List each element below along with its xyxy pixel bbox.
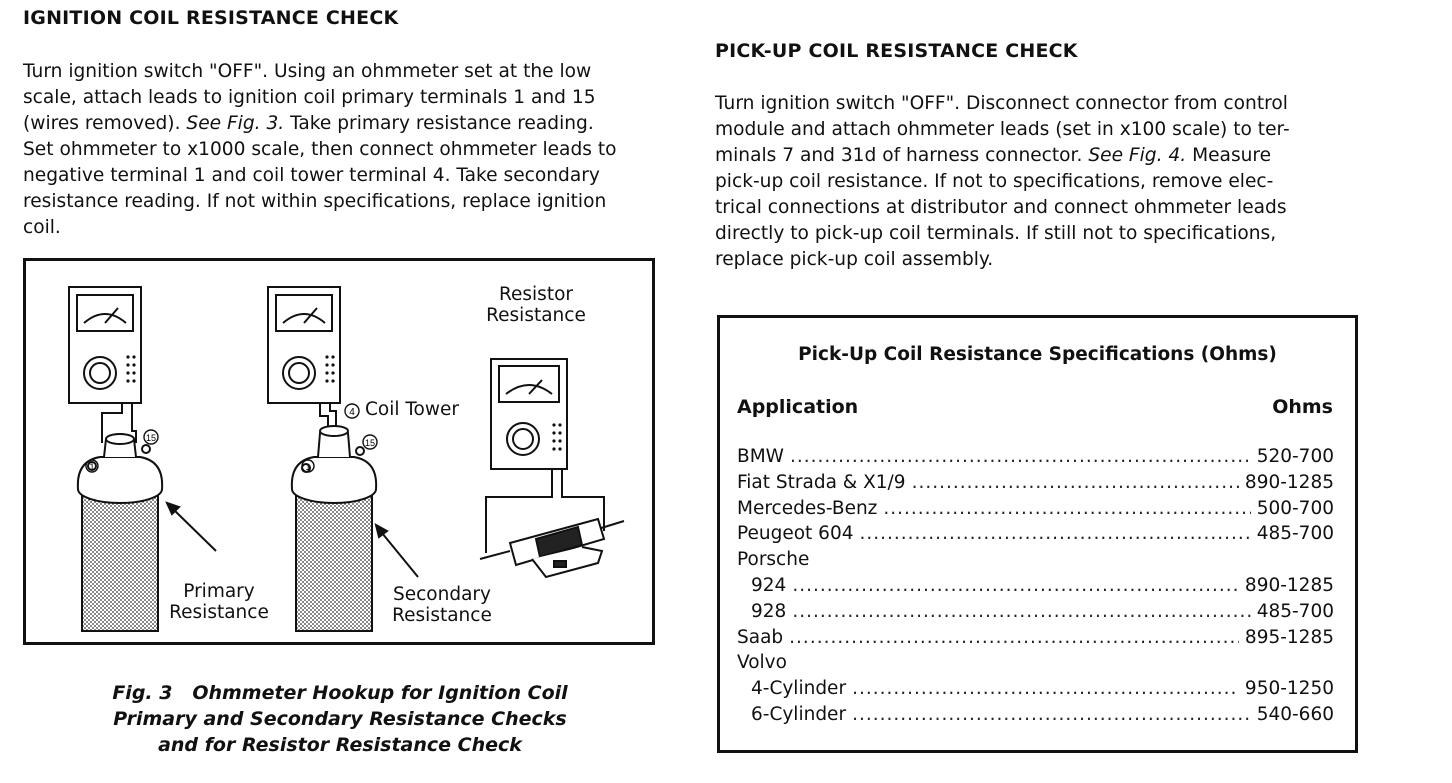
ohmmeter-3 bbox=[491, 359, 567, 469]
ohms-cell: 540-660 bbox=[1256, 703, 1334, 725]
ohms-cell: 950-1250 bbox=[1244, 678, 1334, 700]
coil-tower-label: Coil Tower bbox=[365, 399, 459, 420]
table-title: Pick-Up Coil Resistance Specifications (Ohms) bbox=[798, 344, 1277, 365]
ohms-cell: 890-1285 bbox=[1244, 574, 1334, 596]
label-line: Resistor bbox=[499, 284, 573, 305]
application-cell: Peugeot 604 bbox=[737, 523, 854, 545]
table-row bbox=[737, 498, 1334, 524]
application-cell: Mercedes-Benz bbox=[737, 497, 878, 519]
dot-leader bbox=[789, 627, 1239, 648]
table-row bbox=[737, 575, 1334, 601]
table-row bbox=[737, 704, 1334, 730]
column-header-ohms: Ohms bbox=[1272, 396, 1333, 418]
text-run: (wires removed). bbox=[23, 113, 187, 134]
application-cell: Saab bbox=[737, 626, 784, 648]
text-line: replace pick-up coil assembly. bbox=[715, 249, 994, 270]
column-header-application: Application bbox=[737, 396, 859, 418]
text-line: resistance reading. If not within specifications, replace ignition bbox=[23, 191, 607, 212]
figure-3-caption bbox=[40, 680, 640, 758]
text-line bbox=[23, 111, 617, 137]
resistor-component bbox=[480, 519, 624, 577]
application-cell: Volvo bbox=[737, 652, 787, 674]
text-line: pick-up coil resistance. If not to specifications, remove elec- bbox=[715, 171, 1274, 192]
terminal-1-marker: 1 bbox=[89, 462, 95, 472]
figure-3-frame bbox=[23, 258, 655, 645]
ohms-cell: 485-700 bbox=[1256, 523, 1334, 545]
table-row bbox=[737, 472, 1334, 498]
text-line: Turn ignition switch "OFF". Using an ohmmeter set at the low bbox=[23, 61, 592, 82]
text-line: Set ohmmeter to x1000 scale, then connect ohmmeter leads to bbox=[23, 139, 617, 160]
ohmmeter-2 bbox=[268, 287, 340, 403]
text-line: Turn ignition switch "OFF". Disconnect connector from control bbox=[715, 93, 1288, 114]
pickup-coil-spec-table bbox=[717, 315, 1358, 753]
table-row bbox=[737, 446, 1334, 472]
table-row bbox=[737, 523, 1334, 549]
label-line: Resistance bbox=[169, 602, 269, 623]
application-cell: 928 bbox=[751, 600, 787, 622]
application-cell: 924 bbox=[751, 574, 787, 596]
ohms-cell: 500-700 bbox=[1256, 497, 1334, 519]
ohmmeter-1 bbox=[69, 287, 141, 403]
terminal-4-marker: 4 bbox=[349, 407, 355, 418]
label-line: Resistance bbox=[392, 605, 492, 626]
text-line: trical connections at distributor and connect ohmmeter leads bbox=[715, 197, 1287, 218]
text-run: Take primary resistance reading. bbox=[284, 113, 594, 134]
pickup-coil-heading: PICK-UP COIL RESISTANCE CHECK bbox=[715, 40, 1078, 62]
text-run: minals 7 and 31d of harness connector. bbox=[715, 145, 1089, 166]
ohms-cell: 890-1285 bbox=[1244, 471, 1334, 493]
spec-rows bbox=[737, 446, 1334, 730]
dot-leader bbox=[790, 446, 1251, 467]
secondary-resistance-label bbox=[382, 584, 502, 626]
dot-leader bbox=[852, 678, 1239, 699]
ignition-coil-2 bbox=[292, 426, 376, 631]
text-line: negative terminal 1 and coil tower terminal 4. Take secondary bbox=[23, 165, 600, 186]
text-line bbox=[715, 143, 1290, 169]
primary-resistance-label bbox=[164, 581, 274, 623]
table-group-row bbox=[737, 549, 1334, 575]
ignition-coil-paragraph bbox=[23, 59, 617, 241]
label-line: Primary bbox=[183, 581, 255, 602]
dot-leader bbox=[852, 704, 1251, 725]
table-row bbox=[737, 601, 1334, 627]
table-row bbox=[737, 627, 1334, 653]
application-cell: 4-Cylinder bbox=[751, 678, 847, 700]
caption-line: Primary and Secondary Resistance Checks bbox=[113, 708, 567, 730]
pickup-coil-paragraph bbox=[715, 91, 1290, 273]
fig-3-reference: See Fig. 3. bbox=[186, 113, 285, 134]
dot-leader bbox=[792, 575, 1239, 596]
table-group-row bbox=[737, 652, 1334, 678]
terminal-1-marker: 1 bbox=[305, 462, 311, 472]
application-cell: Porsche bbox=[737, 549, 810, 571]
label-line: Resistance bbox=[486, 305, 586, 326]
caption-line: Fig. 3 Ohmmeter Hookup for Ignition Coil bbox=[112, 682, 568, 704]
resistor-resistance-label bbox=[474, 284, 598, 326]
terminal-15-marker: 15 bbox=[364, 438, 376, 448]
text-line: directly to pick-up coil terminals. If still not to specifications, bbox=[715, 223, 1277, 244]
ignition-coil-heading: IGNITION COIL RESISTANCE CHECK bbox=[23, 7, 399, 29]
text-line: coil. bbox=[23, 217, 61, 238]
ohms-cell: 520-700 bbox=[1256, 446, 1334, 467]
text-line: module and attach ohmmeter leads (set in x100 scale) to ter- bbox=[715, 119, 1290, 140]
terminal-15-marker: 15 bbox=[145, 433, 157, 443]
application-cell: Fiat Strada & X1/9 bbox=[737, 471, 906, 493]
ohms-cell: 485-700 bbox=[1256, 600, 1334, 622]
dot-leader bbox=[883, 498, 1250, 519]
dot-leader bbox=[860, 523, 1251, 544]
dot-leader bbox=[792, 601, 1250, 622]
fig-4-reference: See Fig. 4. bbox=[1088, 145, 1187, 166]
label-line: Secondary bbox=[393, 584, 491, 605]
ohms-cell: 895-1285 bbox=[1244, 626, 1334, 648]
caption-line: and for Resistor Resistance Check bbox=[158, 734, 522, 756]
text-run: Measure bbox=[1186, 145, 1272, 166]
table-row bbox=[737, 678, 1334, 704]
application-cell: 6-Cylinder bbox=[751, 703, 847, 725]
application-cell: BMW bbox=[737, 446, 784, 467]
text-line: scale, attach leads to ignition coil primary terminals 1 and 15 bbox=[23, 87, 596, 108]
dot-leader bbox=[912, 472, 1239, 493]
